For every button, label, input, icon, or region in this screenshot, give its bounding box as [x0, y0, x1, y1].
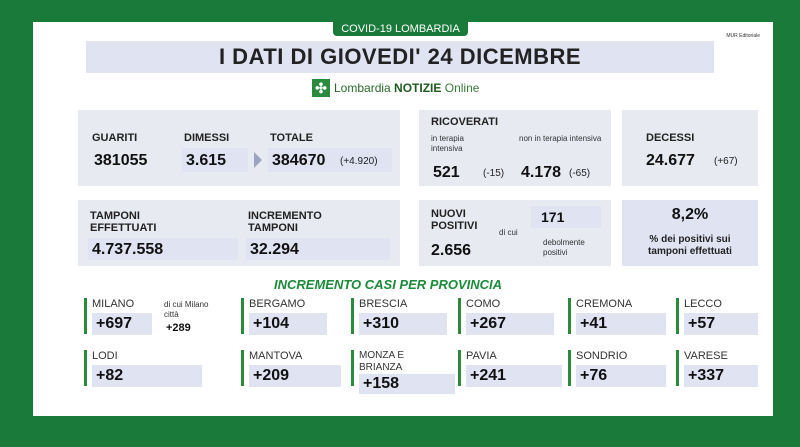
- decessi-value: 24.677: [646, 152, 695, 169]
- tamponi-label: TAMPONI EFFETTUATI: [90, 210, 157, 234]
- guariti-label: GUARITI: [92, 132, 138, 144]
- province-bar: [568, 350, 571, 386]
- logo-suffix: Online: [444, 81, 480, 95]
- province-bar: [351, 298, 354, 334]
- province-name: VARESE: [684, 350, 728, 362]
- province-name: BRESCIA: [359, 298, 408, 310]
- percent-label: % dei positivi sui tamponi effettuati: [648, 234, 732, 257]
- tamponi-panel: [78, 200, 400, 266]
- province-value: +41: [580, 315, 608, 332]
- province-name: SONDRIO: [576, 350, 628, 362]
- terapia-intensiva-label: in terapia intensiva: [431, 134, 464, 153]
- province-value: +241: [470, 367, 507, 384]
- header-band: COVID-19 LOMBARDIA: [333, 22, 468, 36]
- province-value: +76: [580, 367, 608, 384]
- province-name: LODI: [92, 350, 118, 362]
- percent-panel: [622, 200, 758, 266]
- province-value: +310: [363, 315, 400, 332]
- province-name: MILANO: [92, 298, 135, 310]
- province-value: +209: [253, 367, 290, 384]
- decessi-label: DECESSI: [646, 132, 695, 144]
- non-terapia-intensiva-value: 4.178: [521, 164, 562, 181]
- nuovi-positivi-label: NUOVI POSITIVI: [431, 208, 478, 232]
- province-bar: [351, 350, 354, 386]
- lombardia-notizie-logo: [312, 78, 479, 98]
- decessi-delta: (+67): [714, 156, 738, 167]
- terapia-intensiva-value: 521: [433, 164, 460, 181]
- lombardia-rose-icon: ✣: [312, 79, 330, 97]
- tamponi-value: 4.737.558: [92, 241, 164, 258]
- terapia-intensiva-delta: (-15): [483, 168, 505, 179]
- totale-delta: (+4.920): [340, 156, 378, 167]
- percent-value: 8,2%: [671, 206, 709, 223]
- logo-prefix: Lombardia: [334, 81, 391, 95]
- province-name: LECCO: [684, 298, 722, 310]
- province-name: PAVIA: [466, 350, 497, 362]
- credit-text: MUR Editoriale: [726, 33, 760, 39]
- ricoverati-panel: [419, 110, 611, 186]
- province-value: +267: [470, 315, 507, 332]
- totale-label: TOTALE: [270, 132, 313, 144]
- logo-text: [334, 81, 479, 95]
- province-value: +158: [363, 375, 400, 392]
- province-bar: [568, 298, 571, 334]
- province-value: +337: [688, 367, 725, 384]
- debolmente-value: 171: [541, 209, 565, 225]
- incremento-tamponi-value: 32.294: [250, 241, 299, 258]
- di-cui-label: di cui: [499, 228, 518, 237]
- page-title: I DATI DI GIOVEDI' 24 DICEMBRE: [86, 41, 714, 73]
- province-bar: [458, 298, 461, 334]
- province-bar: [241, 298, 244, 334]
- province-name: MONZA E BRIANZA: [359, 350, 405, 373]
- province-title: INCREMENTO CASI PER PROVINCIA: [274, 277, 503, 292]
- province-value: +104: [253, 315, 290, 332]
- province-name: BERGAMO: [249, 298, 306, 310]
- province-name: MANTOVA: [249, 350, 303, 362]
- milano-citta-value: +289: [166, 322, 191, 334]
- non-terapia-intensiva-label: non in terapia intensiva: [519, 134, 602, 143]
- dimessi-value: 3.615: [186, 152, 227, 169]
- province-value: +57: [688, 315, 716, 332]
- guariti-value: 381055: [94, 152, 148, 169]
- incremento-tamponi-label: INCREMENTO TAMPONI: [248, 210, 322, 234]
- logo-bold: NOTIZIE: [394, 81, 442, 95]
- guariti-panel: [78, 110, 400, 186]
- province-bar: [241, 350, 244, 386]
- arrow-icon: [254, 152, 262, 168]
- milano-citta-label: di cui Milano città: [164, 300, 209, 319]
- province-value: +697: [96, 315, 133, 332]
- province-bar: [84, 298, 87, 334]
- province-name: COMO: [466, 298, 501, 310]
- non-terapia-intensiva-delta: (-65): [569, 168, 591, 179]
- decessi-panel: [622, 110, 758, 186]
- nuovi-positivi-value: 2.656: [431, 242, 472, 259]
- province-bar: [676, 298, 679, 334]
- province-value: +82: [96, 367, 124, 384]
- province-bar: [676, 350, 679, 386]
- province-bar: [84, 350, 87, 386]
- debolmente-label: debolmente positivi: [543, 238, 585, 257]
- totale-value: 384670: [272, 152, 326, 169]
- positivi-panel: [419, 200, 611, 266]
- province-bar: [458, 350, 461, 386]
- dimessi-label: DIMESSI: [184, 132, 230, 144]
- ricoverati-label: RICOVERATI: [431, 116, 499, 128]
- province-name: CREMONA: [576, 298, 633, 310]
